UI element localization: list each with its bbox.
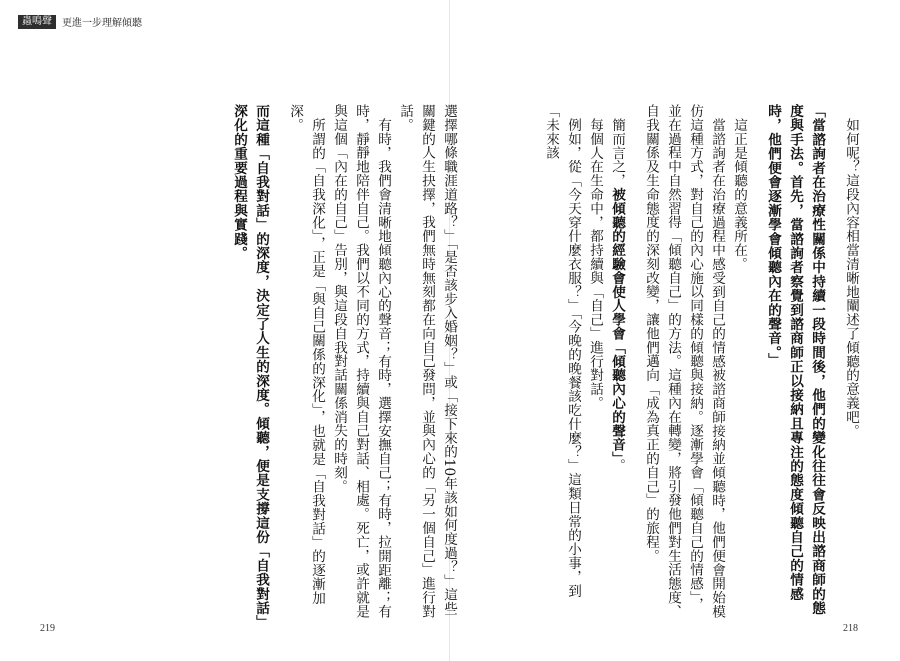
running-title: 更進一步理解傾聽	[62, 18, 142, 29]
chapter-tag: 蟲鳴聲	[18, 15, 56, 29]
paragraph: 所謂的「自我深化」，正是「與自己關係的深化」，也就是「自我對話」的逐漸加深。	[287, 104, 325, 605]
quote-paragraph: 「當諮詢者在治療性關係中持續一段時間後，他們的變化往往會反映出諮商師的態度與手法。首先，當諮詢者察覺到諮商師正以接納且專注的態度傾聽自己的情感時，他們便會逐漸學會傾聽內在的聲音。」	[765, 104, 825, 616]
summary-emphasis: 被傾聽的經驗會使人學會「傾聽內心的聲音」	[609, 187, 625, 459]
paragraph: 例如，從「今天穿什麼衣服？」「今晚的晚餐該吃什麼？」這類日常的小事，到「未來該	[543, 104, 581, 598]
paragraph: 每個人在生命中，都持續與「自己」進行對話。	[587, 117, 603, 410]
summary-lead: 簡而言之，	[609, 117, 625, 188]
summary-paragraph	[606, 104, 628, 624]
summary-end: 。	[609, 458, 625, 473]
paragraph: 當諮詢者在治療過程中感受到自己的情感被諮商師接納並傾聽時，他們便會開始模仿這種方式，對自己的內心施以同樣的傾聽與接納。逐漸學會「傾聽自己的情感」，並在過程中自然習得「傾聽自己」的方法。這種內在轉變，將引發他們對生活態度、自我關係及生命態度的深刻改變，讓他們邁向「成為真正的自己」的旅程。	[643, 104, 725, 619]
paragraph: 這正是傾聽的意義所在。	[731, 117, 747, 271]
running-header	[18, 14, 142, 29]
paragraph: 如何呢？這段內容相當清晰地闡述了傾聽的意義吧。	[843, 117, 859, 438]
paragraph: 選擇哪條職涯道路？」「是否該步入婚姻？」或「接下來的10年該如何度過？」這些關鍵的人生抉擇，我們無時無刻都在向自己發問，並與內心的「另一個自己」進行對話。	[397, 104, 457, 619]
page-number-right: 218	[843, 623, 858, 634]
left-page-body	[160, 104, 460, 624]
page-number-left: 219	[40, 623, 55, 634]
right-page-body	[543, 104, 862, 624]
paragraph: 有時，我們會清晰地傾聽內心的聲音；有時，選擇安撫自己；有時，拉開距離；有時，靜靜地陪伴自己。我們以不同的方式，持續與自己對話、相處。死亡，或許就是與這個「內在的自己」告別，與這段自我對話關係消失的時刻。	[331, 104, 391, 619]
closing-paragraph: 而這種「自我對話」的深度，決定了人生的深度。傾聽，便是支撐這份「自我對話」深化的重要過程與實踐。	[231, 104, 269, 623]
